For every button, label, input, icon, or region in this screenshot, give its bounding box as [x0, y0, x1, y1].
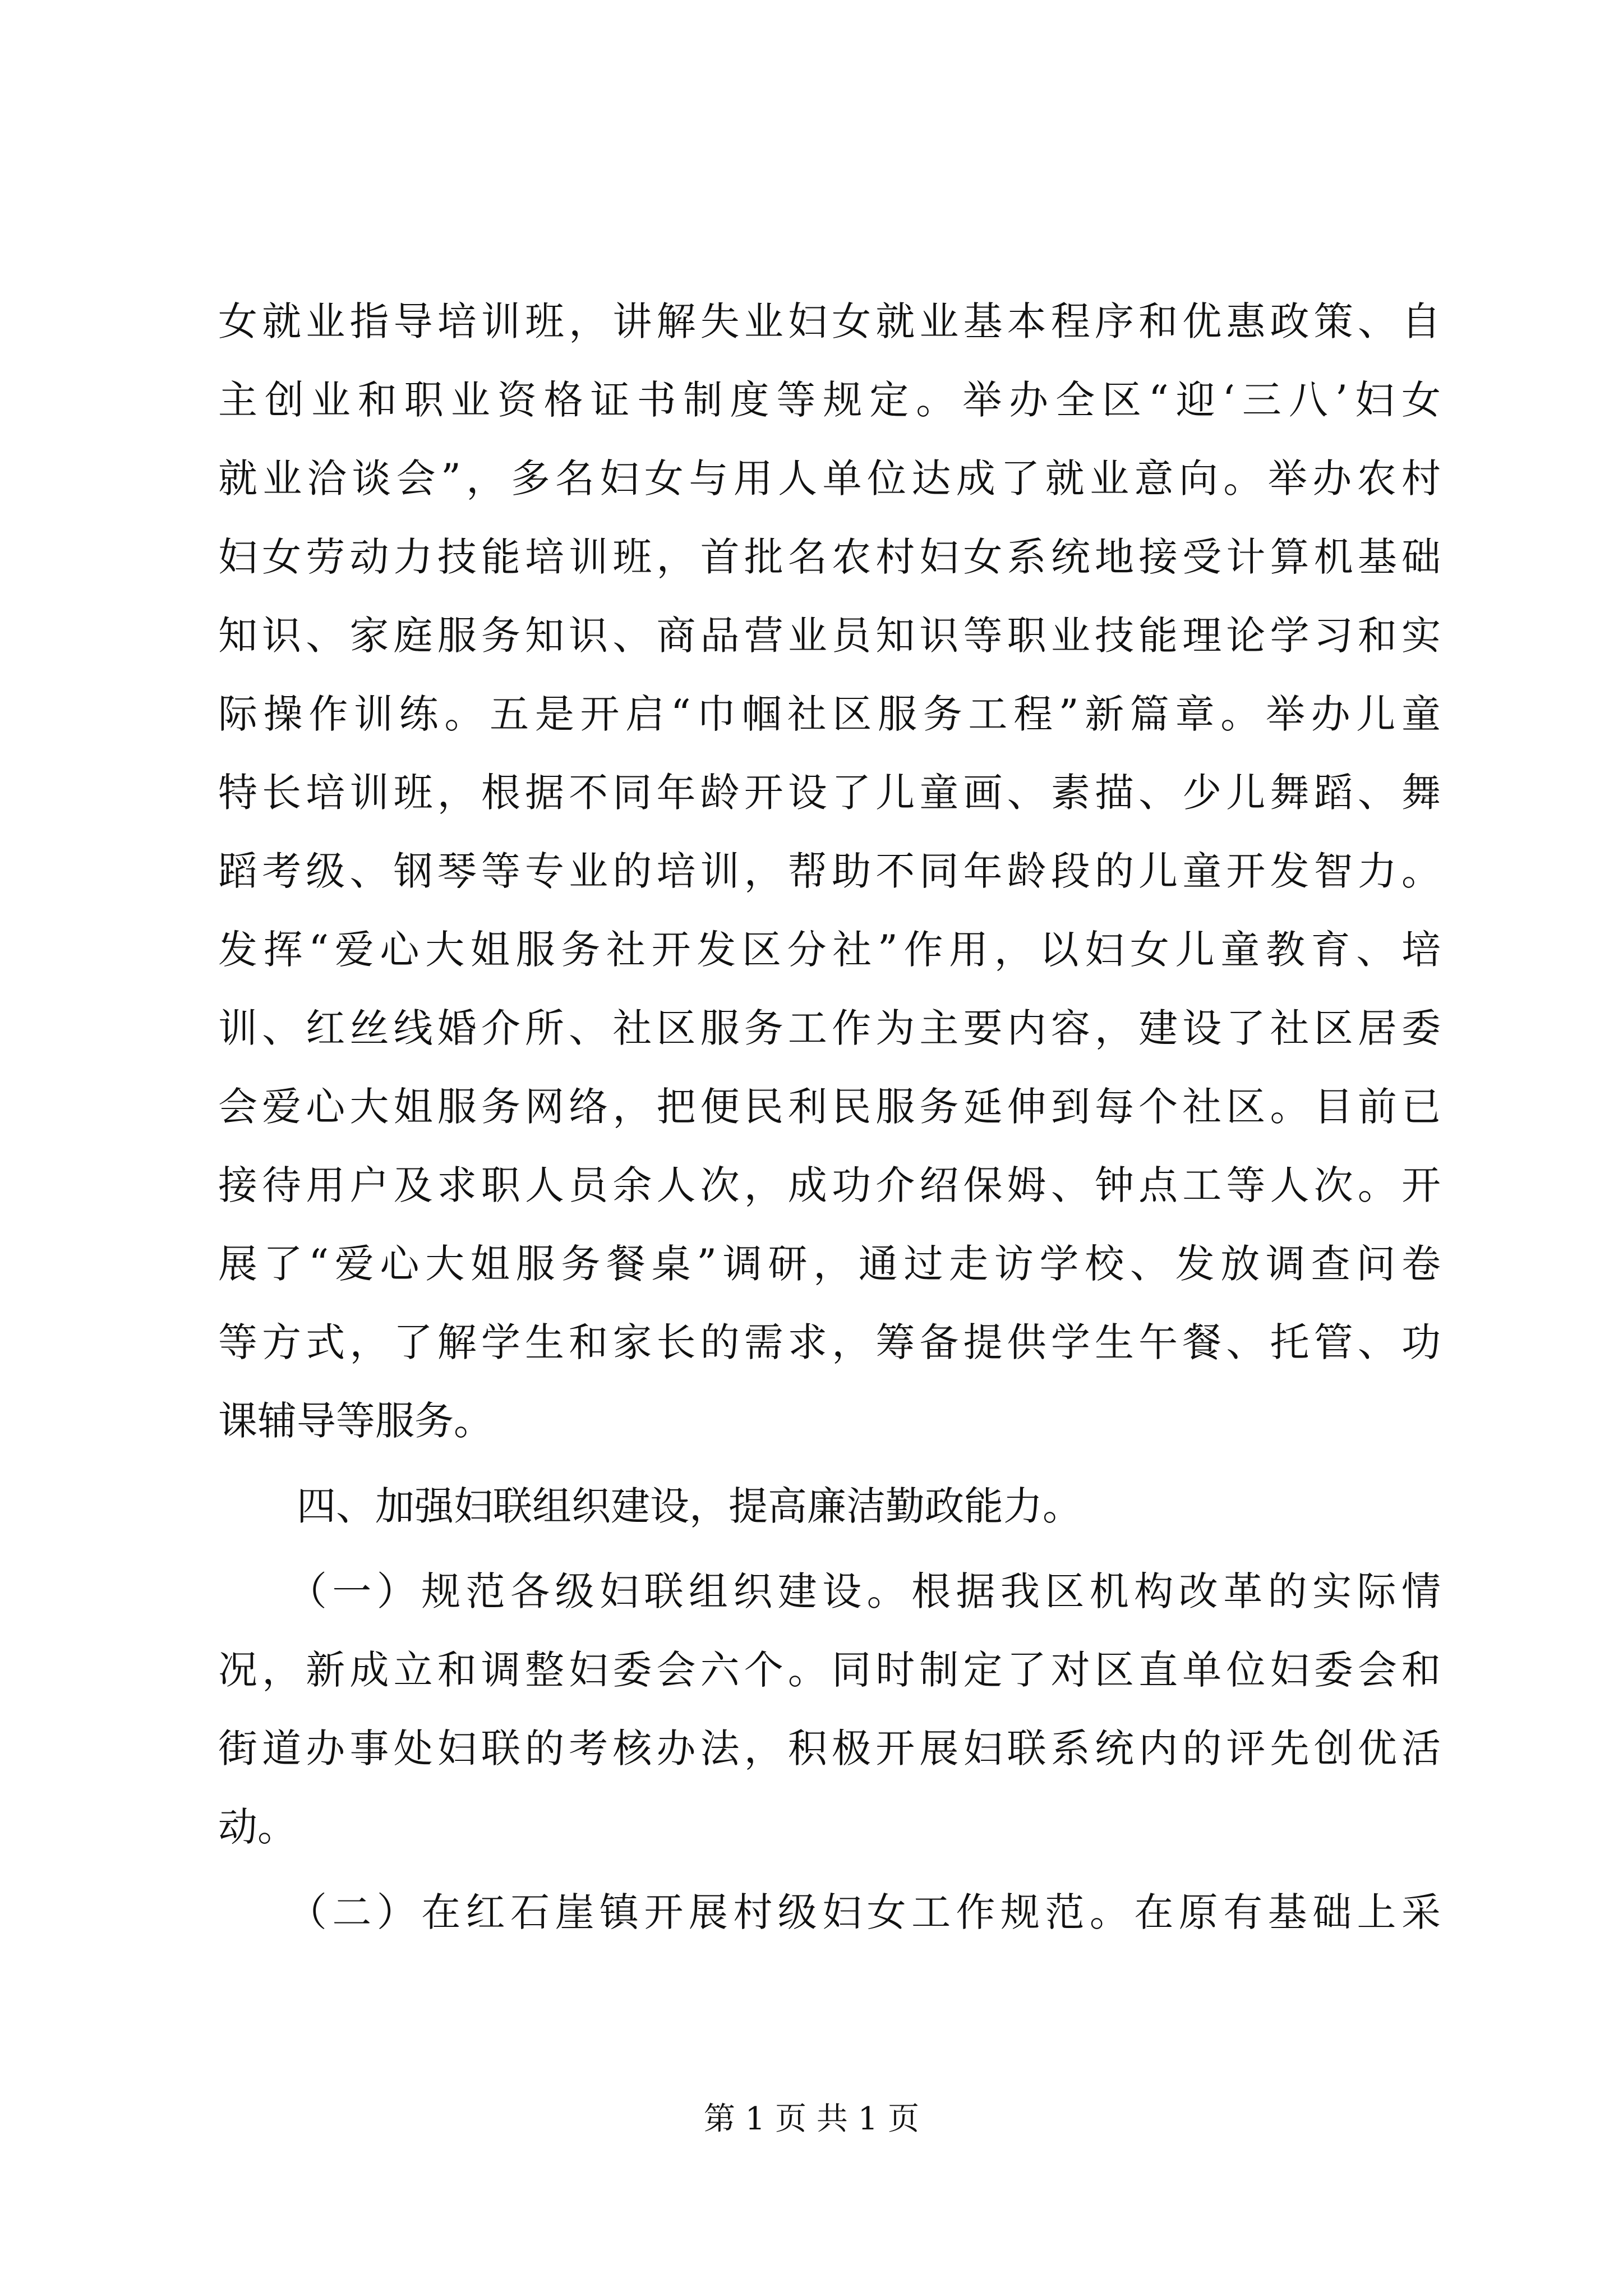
text-line: 展了“爱心大姐服务餐桌”调研，通过走访学校、发放调查问卷: [218, 1241, 1441, 1287]
text-line: （一）规范各级妇联组织建设。根据我区机构改革的实际情: [218, 1568, 1441, 1614]
text-line: 动。: [218, 1804, 297, 1850]
text-line: 妇女劳动力技能培训班，首批名农村妇女系统地接受计算机基础: [218, 534, 1441, 580]
text-line: 就业洽谈会”，多名妇女与用人单位达成了就业意向。举办农村: [218, 455, 1441, 501]
text-line: 训、红丝线婚介所、社区服务工作为主要内容，建设了社区居委: [218, 1005, 1441, 1051]
text-line: 会爱心大姐服务网络，把便民利民服务延伸到每个社区。目前已: [218, 1084, 1441, 1130]
text-line: 际操作训练。五是开启“巾帼社区服务工程”新篇章。举办儿童: [218, 691, 1441, 737]
text-line: 知识、家庭服务知识、商品营业员知识等职业技能理论学习和实: [218, 613, 1441, 659]
text-line: 等方式，了解学生和家长的需求，筹备提供学生午餐、托管、功: [218, 1319, 1441, 1365]
text-line: （二）在红石崖镇开展村级妇女工作规范。在原有基础上采: [218, 1889, 1441, 1935]
text-line: 主创业和职业资格证书制度等规定。举办全区“迎‘三八’妇女: [218, 377, 1441, 423]
text-line: 发挥“爱心大姐服务社开发区分社”作用，以妇女儿童教育、培: [218, 927, 1441, 973]
text-line: 女就业指导培训班，讲解失业妇女就业基本程序和优惠政策、自: [218, 298, 1441, 344]
text-line: 接待用户及求职人员余人次，成功介绍保姆、钟点工等人次。开: [218, 1162, 1441, 1208]
text-line: 况，新成立和调整妇委会六个。同时制定了对区直单位妇委会和: [218, 1647, 1441, 1693]
text-line: 蹈考级、钢琴等专业的培训，帮助不同年龄段的儿童开发智力。: [218, 848, 1441, 894]
text-line: 街道办事处妇联的考核办法，积极开展妇联系统内的评先创优活: [218, 1726, 1441, 1772]
section-heading: 四、加强妇联组织建设，提高廉洁勤政能力。: [218, 1483, 1082, 1529]
page-footer: 第 1 页 共 1 页: [703, 2101, 920, 2137]
text-line: 课辅导等服务。: [218, 1398, 493, 1444]
text-line: 特长培训班，根据不同年龄开设了儿童画、素描、少儿舞蹈、舞: [218, 770, 1441, 816]
